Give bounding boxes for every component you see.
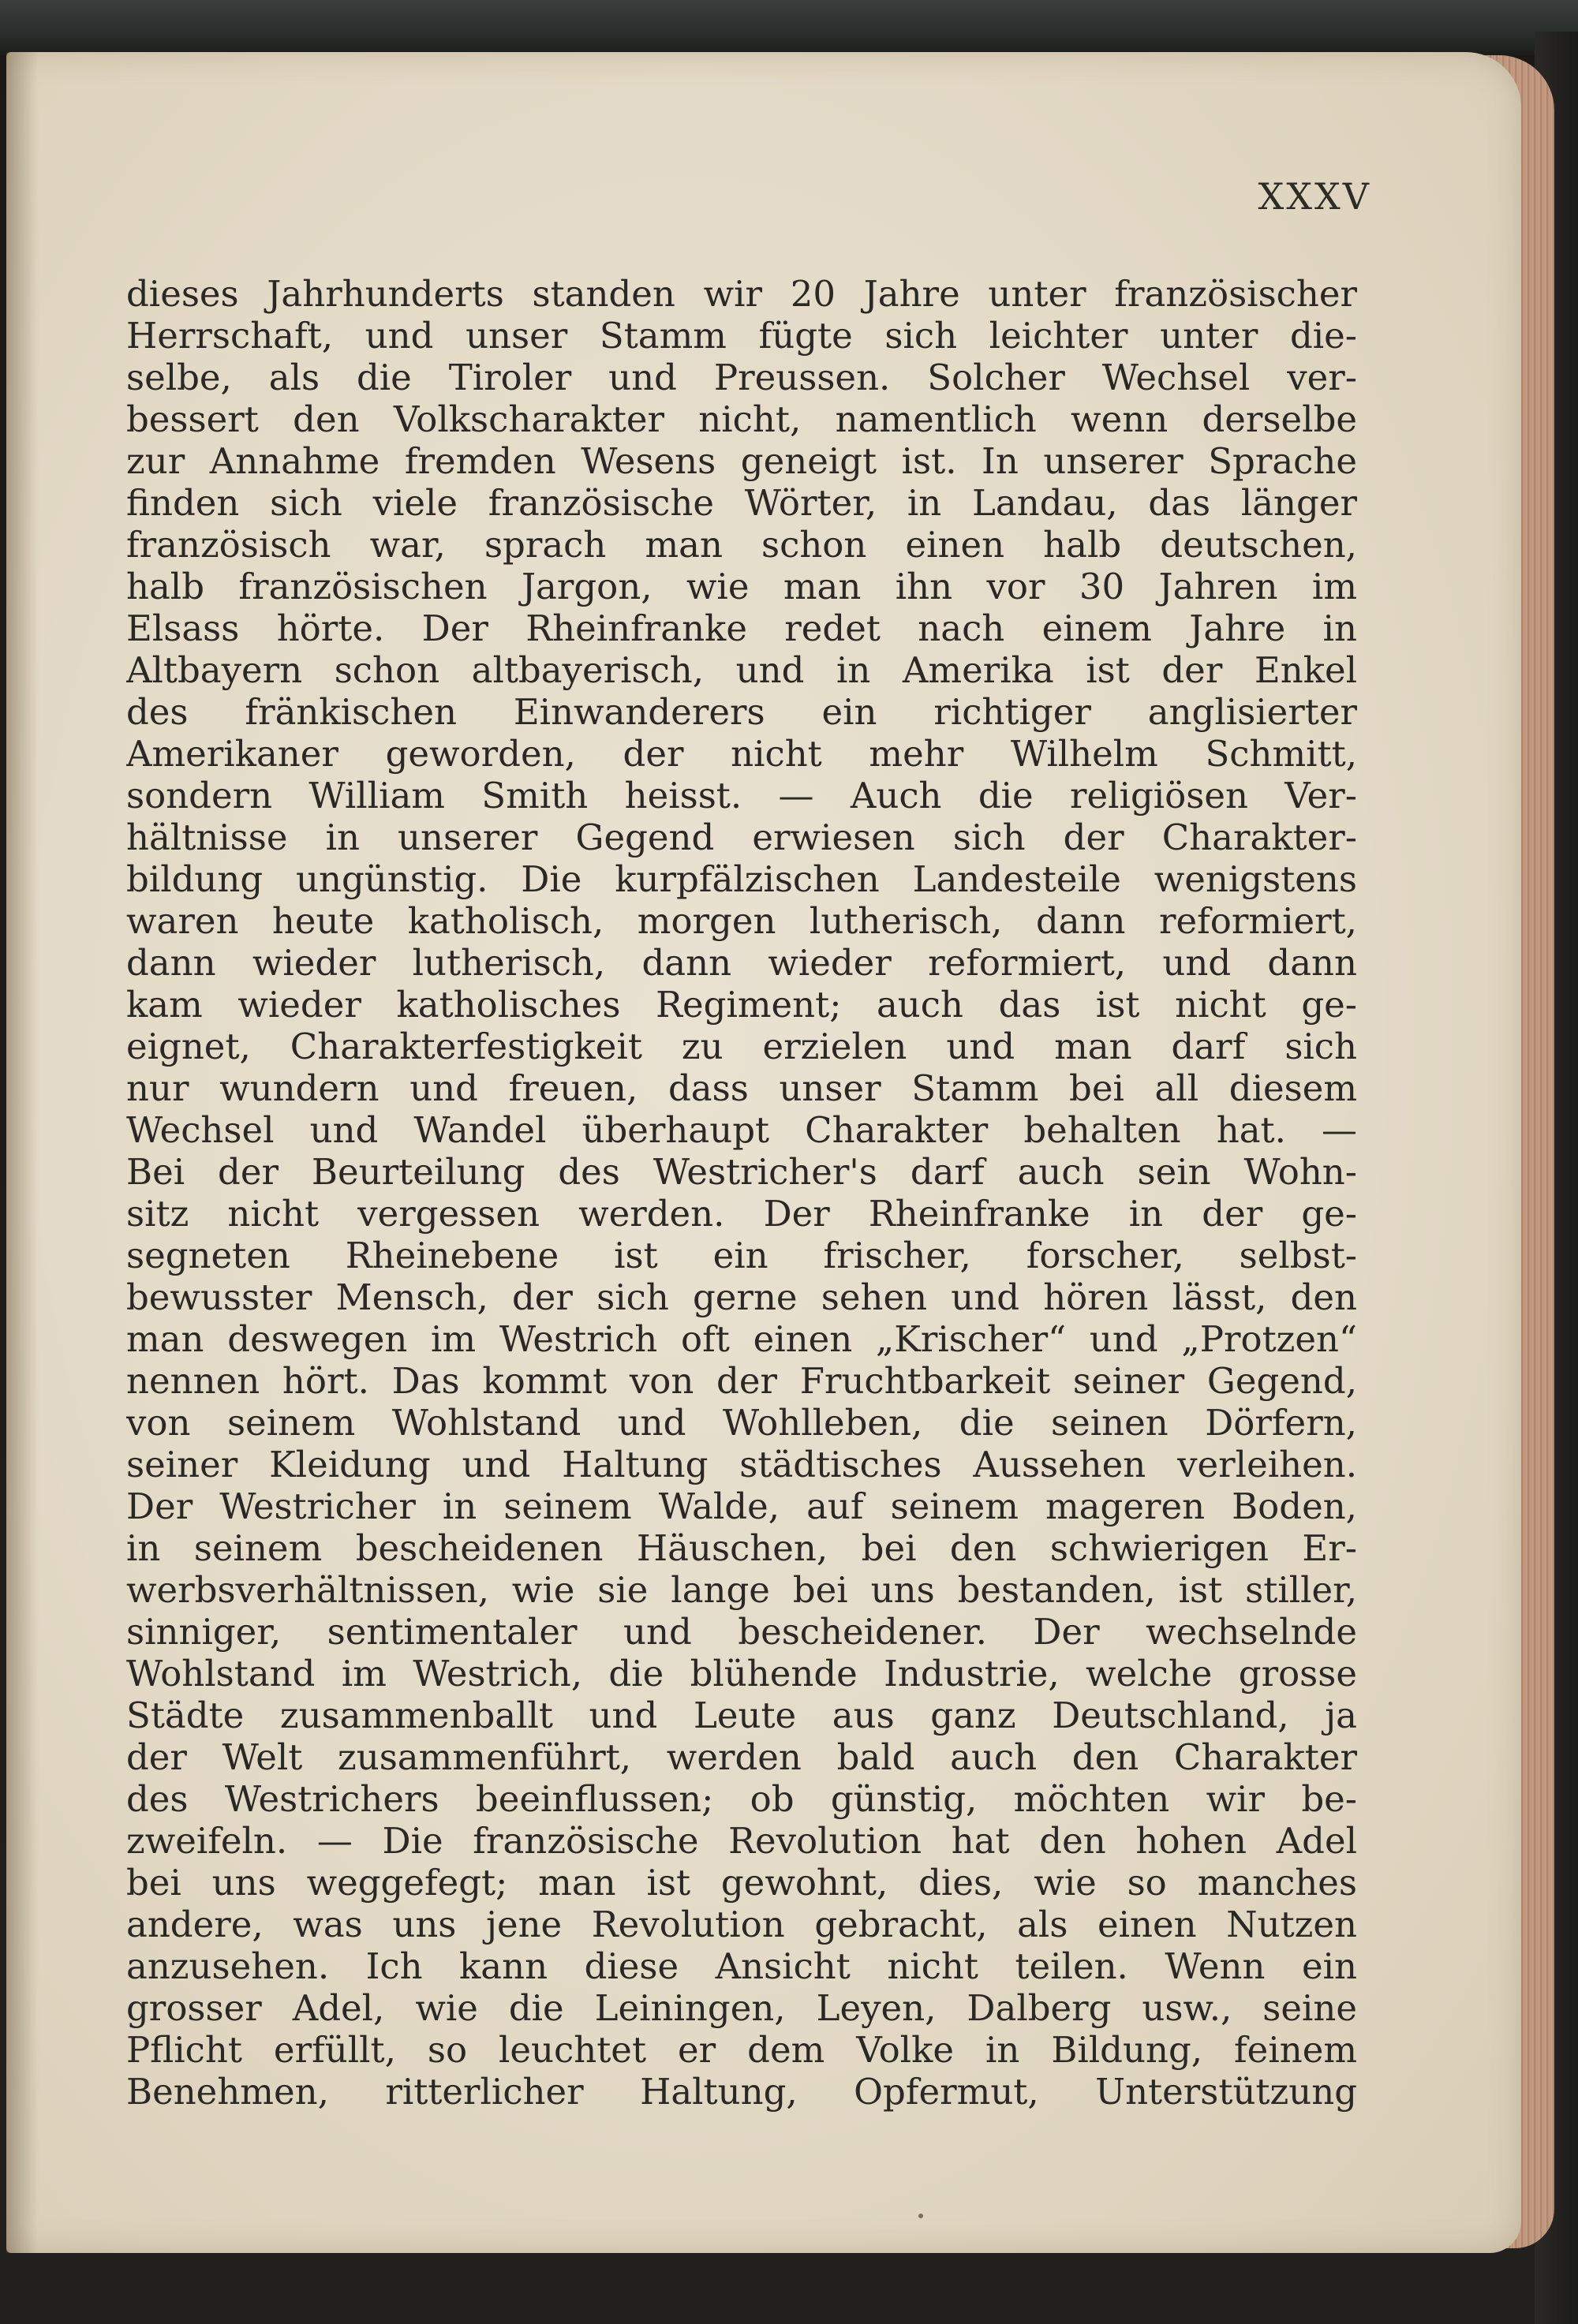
- text-line: Bei der Beurteilung des Westricher's darf auch sein Wohn-: [126, 1151, 1357, 1193]
- text-line: von seinem Wohlstand und Wohlleben, die seinen Dörfern,: [126, 1402, 1357, 1444]
- text-line: grosser Adel, wie die Leiningen, Leyen, Dalberg usw., seine: [126, 1987, 1357, 2029]
- text-line: der Welt zusammenführt, werden bald auch den Charakter: [126, 1736, 1357, 1778]
- text-line: waren heute katholisch, morgen lutherisch, dann reformiert,: [126, 900, 1357, 942]
- text-line: Der Westricher in seinem Walde, auf seinem mageren Boden,: [126, 1485, 1357, 1527]
- text-line: hältnisse in unserer Gegend erwiesen sich der Charakter-: [126, 816, 1357, 858]
- text-line: bessert den Volkscharakter nicht, namentlich wenn derselbe: [126, 398, 1357, 440]
- text-line: Elsass hörte. Der Rheinfranke redet nach einem Jahre in: [126, 607, 1357, 649]
- text-line: in seinem bescheidenen Häuschen, bei den schwierigen Er-: [126, 1527, 1357, 1569]
- text-line: halb französischen Jargon, wie man ihn vor 30 Jahren im: [126, 566, 1357, 607]
- text-line: man deswegen im Westrich oft einen „Krischer“ und „Protzen“: [126, 1318, 1357, 1360]
- text-line: nur wundern und freuen, dass unser Stamm bei all diesem: [126, 1067, 1357, 1109]
- text-line: bewusster Mensch, der sich gerne sehen und hören lässt, den: [126, 1276, 1357, 1318]
- text-line: seiner Kleidung und Haltung städtisches Aussehen verleihen.: [126, 1444, 1357, 1485]
- text-line: Städte zusammenballt und Leute aus ganz Deutschland, ja: [126, 1694, 1357, 1736]
- paper-speck: [918, 2214, 923, 2218]
- text-line: bildung ungünstig. Die kurpfälzischen Landesteile wenigstens: [126, 858, 1357, 900]
- text-line: bei uns weggefegt; man ist gewohnt, dies, wie so manches: [126, 1862, 1357, 1904]
- text-line: zur Annahme fremden Wesens geneigt ist. In unserer Sprache: [126, 440, 1357, 482]
- page-number: XXXV: [1258, 175, 1371, 218]
- text-line: andere, was uns jene Revolution gebracht, als einen Nutzen: [126, 1904, 1357, 1945]
- text-line: sitz nicht vergessen werden. Der Rheinfranke in der ge-: [126, 1193, 1357, 1235]
- text-line: anzusehen. Ich kann diese Ansicht nicht teilen. Wenn ein: [126, 1945, 1357, 1987]
- text-line: zweifeln. — Die französische Revolution hat den hohen Adel: [126, 1820, 1357, 1862]
- text-line: Wechsel und Wandel überhaupt Charakter behalten hat. —: [126, 1109, 1357, 1151]
- text-line: Pflicht erfüllt, so leuchtet er dem Volke in Bildung, feinem: [126, 2029, 1357, 2071]
- text-line: werbsverhältnissen, wie sie lange bei uns bestanden, ist stiller,: [126, 1569, 1357, 1611]
- text-line: Amerikaner geworden, der nicht mehr Wilhelm Schmitt,: [126, 733, 1357, 775]
- text-line: Wohlstand im Westrich, die blühende Industrie, welche grosse: [126, 1653, 1357, 1694]
- text-line: des Westrichers beeinflussen; ob günstig, möchten wir be-: [126, 1778, 1357, 1820]
- text-line: Benehmen, ritterlicher Haltung, Opfermut, Unterstützung: [126, 2071, 1357, 2113]
- text-line: sinniger, sentimentaler und bescheidener. Der wechselnde: [126, 1611, 1357, 1653]
- text-line: Altbayern schon altbayerisch, und in Amerika ist der Enkel: [126, 649, 1357, 691]
- text-line: eignet, Charakterfestigkeit zu erzielen und man darf sich: [126, 1026, 1357, 1067]
- text-line: kam wieder katholisches Regiment; auch das ist nicht ge-: [126, 984, 1357, 1026]
- text-line: segneten Rheinebene ist ein frischer, forscher, selbst-: [126, 1235, 1357, 1276]
- text-line: Herrschaft, und unser Stamm fügte sich leichter unter die-: [126, 315, 1357, 357]
- text-line: des fränkischen Einwanderers ein richtiger anglisierter: [126, 691, 1357, 733]
- body-text: [126, 273, 1357, 2113]
- text-line: dann wieder lutherisch, dann wieder reformiert, und dann: [126, 942, 1357, 984]
- text-line: dieses Jahrhunderts standen wir 20 Jahre unter französischer: [126, 273, 1357, 315]
- gutter-shadow: [6, 52, 38, 2253]
- text-line: nennen hört. Das kommt von der Fruchtbarkeit seiner Gegend,: [126, 1360, 1357, 1402]
- book-cover-top-edge: [0, 0, 1578, 55]
- text-line: sondern William Smith heisst. — Auch die religiösen Ver-: [126, 775, 1357, 816]
- text-line: finden sich viele französische Wörter, in Landau, das länger: [126, 482, 1357, 524]
- text-line: selbe, als die Tiroler und Preussen. Solcher Wechsel ver-: [126, 357, 1357, 398]
- text-line: französisch war, sprach man schon einen halb deutschen,: [126, 524, 1357, 566]
